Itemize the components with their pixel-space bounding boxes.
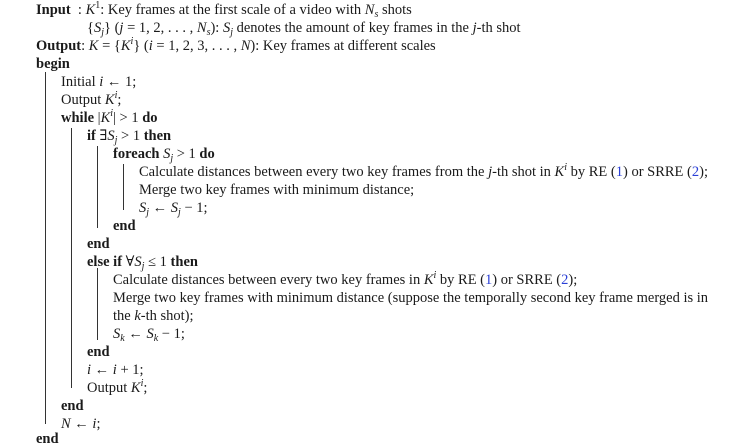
line-elseif: else if $\forall S_j \le 1$ then	[87, 254, 198, 272]
line-calc-all: Calculate distances between every two key frames in $K^i$ by RE (1) or SRRE (2);	[113, 270, 578, 288]
input-shots-line: $\{S_j\} (j = 1$, 2, . . . , $N_s$): $S_j$ denotes the amount of key frames in the j-th shot	[87, 20, 521, 38]
line-if: if $\exists S_j > 1$ then	[87, 128, 172, 146]
ref-eq-1b[interactable]: 1	[485, 272, 493, 288]
line-assign-n: N ← i;	[61, 416, 101, 432]
kw-begin: begin	[36, 56, 70, 72]
line-increment-i: i ← i + 1;	[87, 362, 144, 378]
line-while: while $|K^i| > 1$ do	[61, 108, 158, 126]
input-line: Input : $K^1$: Key frames at the first scale of a video with $N_s$ shots	[36, 0, 412, 20]
kw-end-if: end	[87, 236, 110, 252]
kw-end-elseif: end	[87, 344, 110, 360]
line-calc-shot: Calculate distances between every two key frames from the j-th shot in $K^i$ by RE (1) or SRRE (2);	[139, 162, 708, 180]
kw-end-begin: end	[36, 431, 59, 447]
output-line: Output: $K = \{K^i\} (i = 1$, 2, 3, . . . , N): Key frames at different scales	[36, 36, 436, 54]
input-label: Input	[36, 2, 71, 18]
line-output: Output $K^i$;	[61, 90, 122, 108]
line-merge-all: Merge two key frames with minimum distance (suppose the temporally second key frame merged is in	[113, 290, 709, 306]
line-decrement-j: $S_j$ ← $S_j - 1$;	[139, 200, 208, 218]
ref-eq-1[interactable]: 1	[615, 164, 623, 180]
block-line-if	[97, 146, 98, 228]
ref-eq-2b[interactable]: 2	[561, 272, 569, 288]
kw-end-foreach: end	[113, 218, 136, 234]
block-line-while	[71, 128, 72, 388]
line-merge-all-cont: the k-th shot);	[113, 308, 194, 324]
block-line-elseif	[97, 268, 98, 340]
line-initial: Initial i ← 1;	[61, 74, 137, 90]
line-foreach: foreach $S_j > 1$ do	[113, 146, 215, 164]
block-line-foreach	[123, 164, 124, 210]
block-line-begin	[45, 72, 46, 424]
kw-end-while: end	[61, 398, 84, 414]
line-decrement-k: $S_k$ ← $S_k - 1$;	[113, 326, 185, 344]
output-label: Output	[36, 38, 82, 54]
ref-eq-2[interactable]: 2	[691, 164, 700, 180]
line-merge-shot: Merge two key frames with minimum distance;	[139, 182, 415, 198]
line-output-loop: Output $K^i$;	[87, 378, 148, 396]
